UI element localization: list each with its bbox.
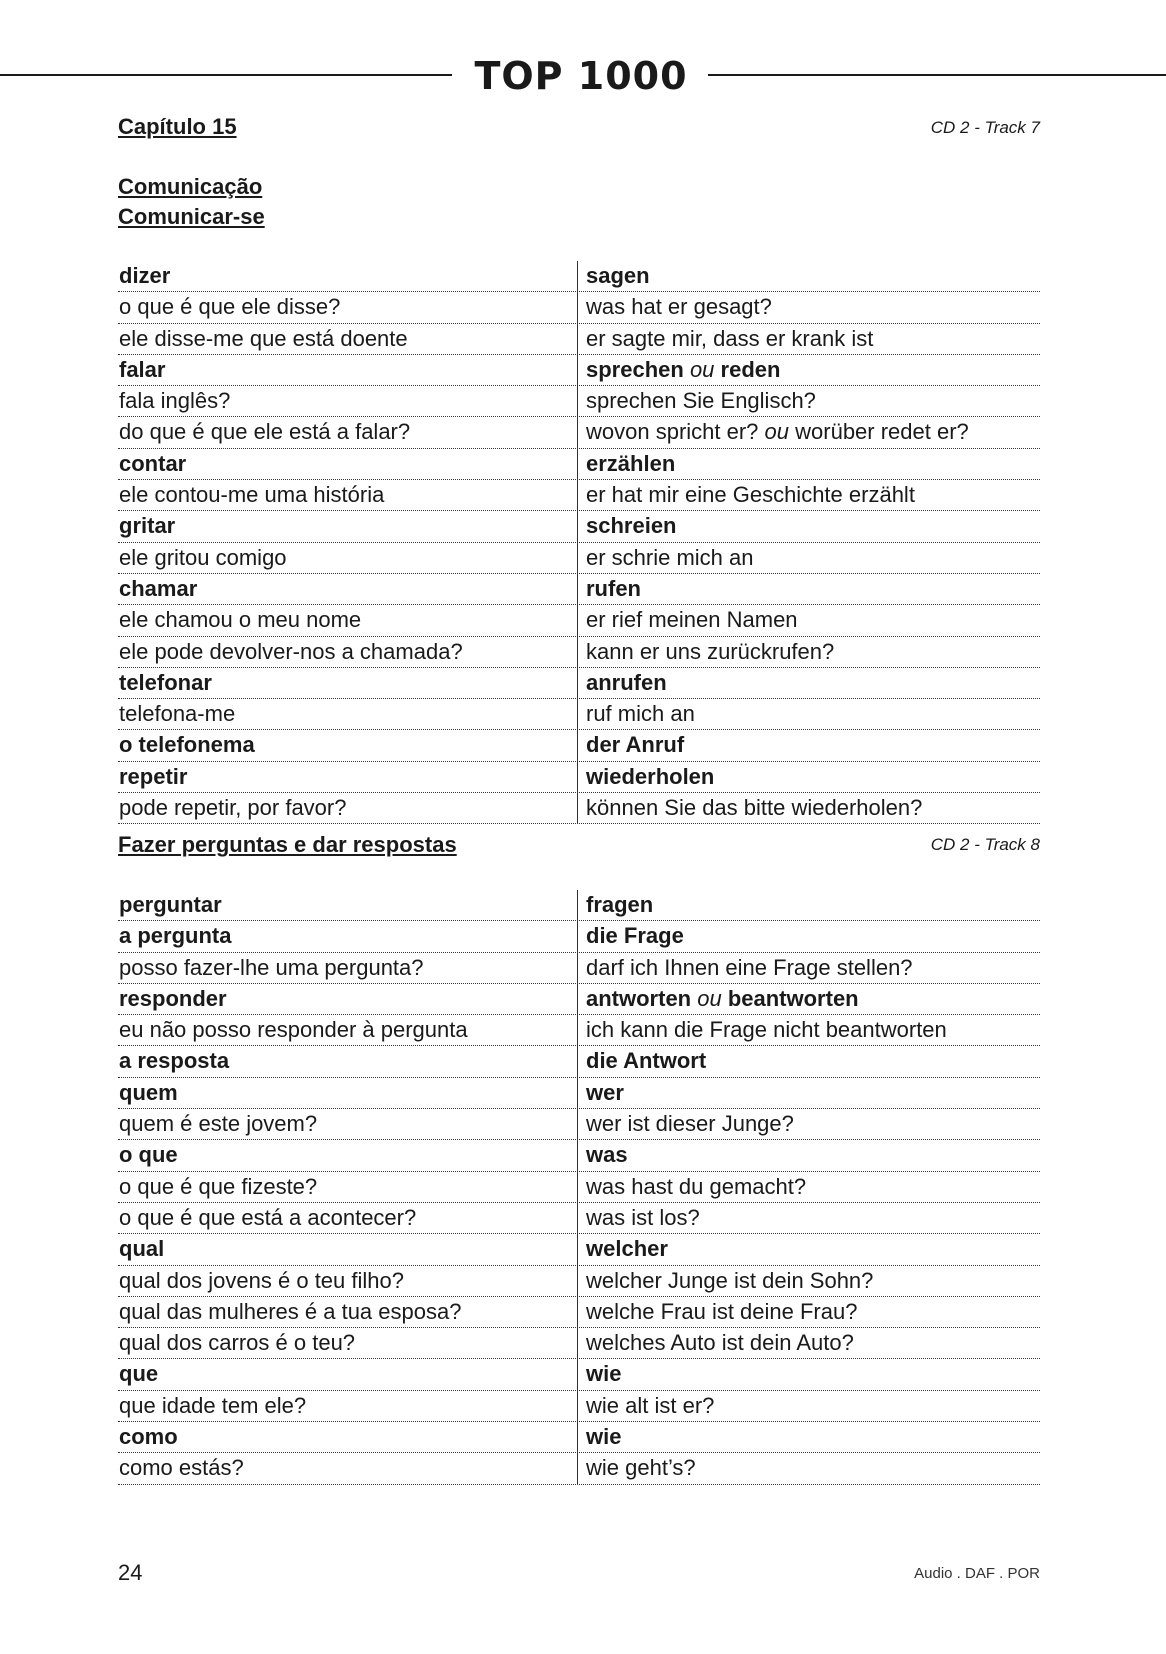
portuguese-cell: ele contou-me uma história — [118, 480, 578, 510]
vocab-example-row — [118, 699, 1040, 730]
term-part: wovon spricht er? — [586, 419, 765, 445]
german-cell: wer ist dieser Junge? — [586, 1111, 794, 1137]
chapter-title: Capítulo 15 — [118, 114, 237, 139]
or-connector: ou — [764, 419, 790, 445]
vocab-headword-row — [118, 511, 1040, 542]
vocab-example-row — [118, 605, 1040, 636]
german-cell: sprechen Sie Englisch? — [586, 388, 816, 414]
term-part: reden — [714, 356, 781, 382]
vocab-headword-row — [118, 1234, 1040, 1265]
portuguese-cell: falar — [118, 355, 578, 385]
vocab-headword-row — [118, 1140, 1040, 1171]
vocab-example-row — [118, 324, 1040, 355]
portuguese-cell: perguntar — [118, 890, 578, 920]
portuguese-cell: o que é que fizeste? — [118, 1172, 578, 1202]
vocab-example-row — [118, 1453, 1040, 1484]
vocab-example-row — [118, 637, 1040, 668]
german-cell: er hat mir eine Geschichte erzählt — [586, 482, 915, 508]
german-cell: was ist los? — [586, 1204, 700, 1230]
vocab-example-row — [118, 1015, 1040, 1046]
portuguese-cell: pode repetir, por favor? — [118, 793, 578, 823]
vocab-example-row — [118, 543, 1040, 574]
portuguese-cell: que — [118, 1359, 578, 1389]
portuguese-cell: o telefonema — [118, 730, 578, 760]
german-cell: erzählen — [586, 450, 676, 476]
portuguese-cell: quem — [118, 1078, 578, 1108]
german-cell: wie — [586, 1361, 622, 1387]
german-cell: wie — [586, 1424, 622, 1450]
vocab-table-2 — [118, 890, 1040, 1485]
portuguese-cell: eu não posso responder à pergunta — [118, 1015, 578, 1045]
section2-track: CD 2 - Track 8 — [930, 835, 1040, 854]
vocab-example-row — [118, 1391, 1040, 1422]
vocab-headword-row — [118, 261, 1040, 292]
header-rule-right — [708, 74, 1166, 76]
portuguese-cell: ele pode devolver-nos a chamada? — [118, 637, 578, 667]
section2-title: Fazer perguntas e dar respostas — [118, 832, 457, 857]
german-cell: was hat er gesagt? — [586, 294, 772, 320]
vocab-headword-row — [118, 1359, 1040, 1390]
vocab-example-row — [118, 1172, 1040, 1203]
portuguese-cell: qual das mulheres é a tua esposa? — [118, 1297, 578, 1327]
or-connector: ou — [697, 985, 722, 1011]
portuguese-cell: posso fazer-lhe uma pergunta? — [118, 953, 578, 983]
german-cell — [578, 355, 1040, 385]
portuguese-cell: do que é que ele está a falar? — [118, 417, 578, 447]
vocab-headword-row — [118, 449, 1040, 480]
german-cell: wer — [586, 1079, 624, 1105]
vocab-headword-row — [118, 668, 1040, 699]
vocab-table-1 — [118, 261, 1040, 824]
page-title: TOP 1000 — [474, 54, 688, 98]
vocab-example-row — [118, 953, 1040, 984]
chapter-track: CD 2 - Track 7 — [930, 118, 1040, 137]
german-cell: anrufen — [586, 669, 667, 695]
german-cell: ich kann die Frage nicht beantworten — [586, 1017, 947, 1043]
german-cell: welches Auto ist dein Auto? — [586, 1330, 854, 1356]
portuguese-cell: o que é que ele disse? — [118, 292, 578, 322]
portuguese-cell: ele disse-me que está doente — [118, 324, 578, 354]
term-part: worüber redet er? — [789, 419, 969, 445]
german-cell: was — [586, 1142, 628, 1168]
portuguese-cell: chamar — [118, 574, 578, 604]
vocab-example-row — [118, 417, 1040, 448]
german-cell: die Antwort — [586, 1048, 707, 1074]
vocab-headword-row — [118, 762, 1040, 793]
german-cell: was hast du gemacht? — [586, 1173, 807, 1199]
german-cell: fragen — [586, 892, 654, 917]
german-cell: welcher — [586, 1236, 668, 1262]
german-cell — [578, 417, 1040, 447]
term-part: sprechen — [586, 356, 690, 382]
portuguese-cell: o que é que está a acontecer? — [118, 1203, 578, 1233]
german-cell: die Frage — [586, 923, 684, 949]
vocab-example-row — [118, 480, 1040, 511]
german-cell: er rief meinen Namen — [586, 607, 798, 633]
portuguese-cell: responder — [118, 984, 578, 1014]
page-number: 24 — [118, 1560, 143, 1585]
vocab-example-row — [118, 1328, 1040, 1359]
portuguese-cell: gritar — [118, 511, 578, 541]
german-cell: darf ich Ihnen eine Frage stellen? — [586, 954, 913, 980]
german-cell: können Sie das bitte wiederholen? — [586, 795, 923, 821]
vocab-example-row — [118, 1203, 1040, 1234]
german-cell: wie geht’s? — [586, 1455, 696, 1481]
german-cell: ruf mich an — [586, 701, 695, 727]
vocab-headword-row — [118, 1078, 1040, 1109]
section1-title-1: Comunicação — [118, 174, 263, 199]
portuguese-cell: a resposta — [118, 1046, 578, 1076]
german-cell: schreien — [586, 513, 677, 539]
portuguese-cell: dizer — [118, 261, 578, 291]
portuguese-cell: como estás? — [118, 1453, 578, 1483]
german-cell: er schrie mich an — [586, 544, 754, 570]
german-cell: welche Frau ist deine Frau? — [586, 1298, 858, 1324]
portuguese-cell: repetir — [118, 762, 578, 792]
portuguese-cell: qual dos carros é o teu? — [118, 1328, 578, 1358]
section1-title-2: Comunicar-se — [118, 204, 265, 229]
vocab-example-row — [118, 1297, 1040, 1328]
portuguese-cell: qual — [118, 1234, 578, 1264]
vocab-headword-row — [118, 1046, 1040, 1077]
vocab-example-row — [118, 292, 1040, 323]
portuguese-cell: ele gritou comigo — [118, 543, 578, 573]
vocab-example-row — [118, 1266, 1040, 1297]
german-cell: kann er uns zurückrufen? — [586, 638, 835, 664]
vocab-headword-row — [118, 984, 1040, 1015]
vocab-example-row — [118, 1109, 1040, 1140]
footer-brand: Audio . DAF . POR — [914, 1565, 1040, 1582]
vocab-example-row — [118, 793, 1040, 824]
vocab-example-row — [118, 386, 1040, 417]
portuguese-cell: que idade tem ele? — [118, 1391, 578, 1421]
german-cell: er sagte mir, dass er krank ist — [586, 325, 874, 351]
portuguese-cell: quem é este jovem? — [118, 1109, 578, 1139]
german-cell — [578, 984, 1040, 1014]
german-cell: wiederholen — [586, 763, 715, 789]
german-cell: sagen — [586, 263, 650, 288]
portuguese-cell: a pergunta — [118, 921, 578, 951]
german-cell: der Anruf — [586, 732, 685, 758]
portuguese-cell: como — [118, 1422, 578, 1452]
german-cell: rufen — [586, 575, 641, 601]
page-header — [0, 52, 1166, 102]
german-cell: welcher Junge ist dein Sohn? — [586, 1267, 874, 1293]
header-rule-left — [0, 74, 452, 76]
portuguese-cell: o que — [118, 1140, 578, 1170]
portuguese-cell: qual dos jovens é o teu filho? — [118, 1266, 578, 1296]
vocab-headword-row — [118, 574, 1040, 605]
vocab-headword-row — [118, 890, 1040, 921]
portuguese-cell: telefonar — [118, 668, 578, 698]
vocab-headword-row — [118, 355, 1040, 386]
german-cell: wie alt ist er? — [586, 1392, 715, 1418]
vocab-headword-row — [118, 1422, 1040, 1453]
term-part: antworten — [586, 985, 698, 1011]
portuguese-cell: fala inglês? — [118, 386, 578, 416]
portuguese-cell: contar — [118, 449, 578, 479]
vocab-headword-row — [118, 921, 1040, 952]
vocab-headword-row — [118, 730, 1040, 761]
portuguese-cell: telefona-me — [118, 699, 578, 729]
term-part: beantworten — [721, 985, 859, 1011]
portuguese-cell: ele chamou o meu nome — [118, 605, 578, 635]
or-connector: ou — [689, 356, 715, 382]
